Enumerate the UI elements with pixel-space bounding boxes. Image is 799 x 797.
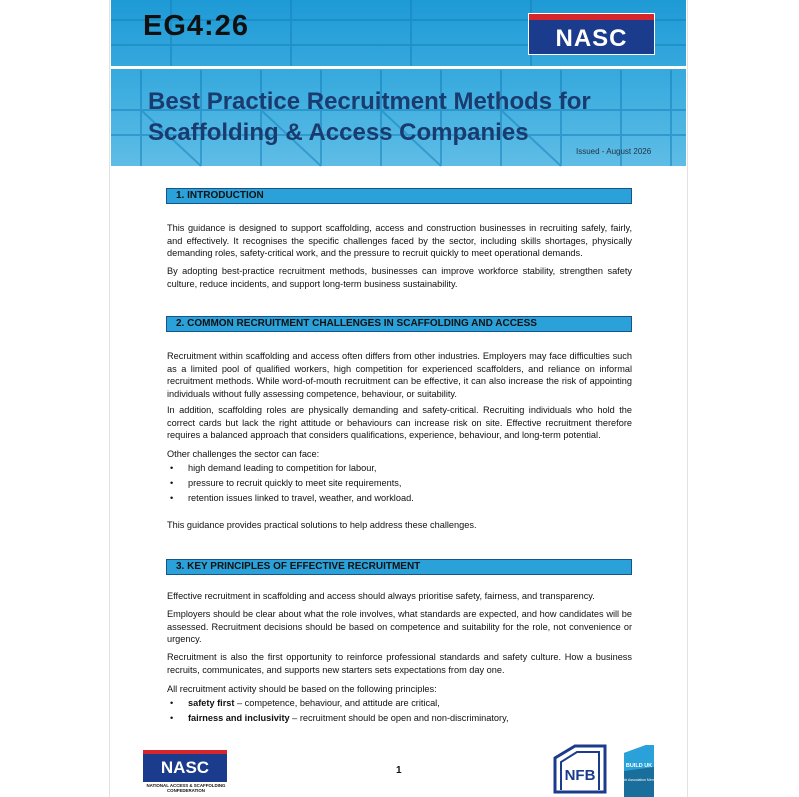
paragraph: Other challenges the sector can face: bbox=[167, 449, 320, 459]
page-number: 1 bbox=[396, 765, 402, 776]
banner-divider bbox=[111, 66, 686, 69]
title-line-2: Scaffolding & Access Companies bbox=[148, 119, 529, 146]
nasc-footer-logo-subtitle: NATIONAL ACCESS & SCAFFOLDING CONFEDERATION bbox=[146, 783, 226, 793]
nasc-logo bbox=[528, 13, 655, 55]
list-item: • high demand leading to competition for labour, bbox=[170, 463, 377, 473]
nasc-logo-text: NASC bbox=[555, 25, 628, 52]
paragraph: Effective recruitment in scaffolding and access should always prioritise safety, fairness, and transparency. bbox=[167, 591, 595, 601]
builduk-logo-text: BUILD UK bbox=[625, 763, 653, 769]
section-heading-challenges: 2. COMMON RECRUITMENT CHALLENGES IN SCAFFOLDING AND ACCESS bbox=[166, 316, 632, 332]
paragraph: In addition, scaffolding roles are physically demanding and safety-critical. Recruiting individuals who hold the correct cards but lack the right attitude or behaviours can increase risk on site. Effective recruitment therefore requires a balanced approach that considers qualifications, experience, behaviour, and long-term potential. bbox=[167, 405, 632, 440]
paragraph: All recruitment activity should be based on the following principles: bbox=[167, 684, 437, 694]
paragraph: Employers should be clear about what the role involves, what standards are expected, and how candidates will be assessed. Recruitment decisions should be based on competence and suitability for the role, not convenience or urgency. bbox=[167, 609, 632, 644]
list-item: • retention issues linked to travel, weather, and workload. bbox=[170, 493, 414, 503]
paragraph: By adopting best-practice recruitment methods, businesses can improve workforce stability, strengthen safety culture, reduce incidents, and support long-term business sustainability. bbox=[167, 266, 632, 289]
builduk-member-text: Trade Association Member bbox=[618, 778, 660, 782]
section-heading-introduction: 1. INTRODUCTION bbox=[166, 188, 632, 204]
document-title bbox=[148, 86, 628, 148]
issued-date: Issued - August 2026 bbox=[576, 147, 652, 156]
paragraph: Recruitment within scaffolding and access often differs from other industries. Employers may face difficulties such as a limited pool of qualified workers, high competition for experienced scaffolders, and reliance on informal recruitment methods. While word-of-mouth recruitment can be effective, it can also increase the risk of appointing individuals without fully assessing competence, behaviour, or suitability. bbox=[167, 351, 632, 399]
section-heading-key-principles: 3. KEY PRINCIPLES OF EFFECTIVE RECRUITMENT bbox=[166, 559, 632, 575]
paragraph: This guidance provides practical solutions to help address these challenges. bbox=[167, 520, 477, 530]
paragraph: Recruitment is also the first opportunity to reinforce professional standards and safety culture. How a business recruits, communicates, and supports new starters sets expectations from day one. bbox=[167, 652, 632, 675]
nasc-footer-logo bbox=[143, 750, 227, 782]
paragraph: This guidance is designed to support scaffolding, access and construction businesses in recruiting safely, fairly, and effectively. It recognises the specific challenges faced by the sector, including skills shortages, physically demanding roles, safety-critical work, and the pressure to recruit quickly to meet operational demands. bbox=[167, 223, 632, 258]
list-item: • fairness and inclusivity – recruitment should be open and non-discriminatory, bbox=[170, 713, 509, 723]
nfb-logo bbox=[553, 744, 607, 794]
nfb-logo-text: NFB bbox=[564, 767, 596, 784]
list-item: • safety first – competence, behaviour, and attitude are critical, bbox=[170, 698, 440, 708]
nasc-footer-logo-text: NASC bbox=[160, 758, 210, 777]
title-line-1: Best Practice Recruitment Methods for bbox=[148, 88, 591, 115]
document-code: EG4:26 bbox=[143, 10, 249, 42]
list-item: • pressure to recruit quickly to meet site requirements, bbox=[170, 478, 402, 488]
builduk-logo bbox=[618, 745, 660, 797]
